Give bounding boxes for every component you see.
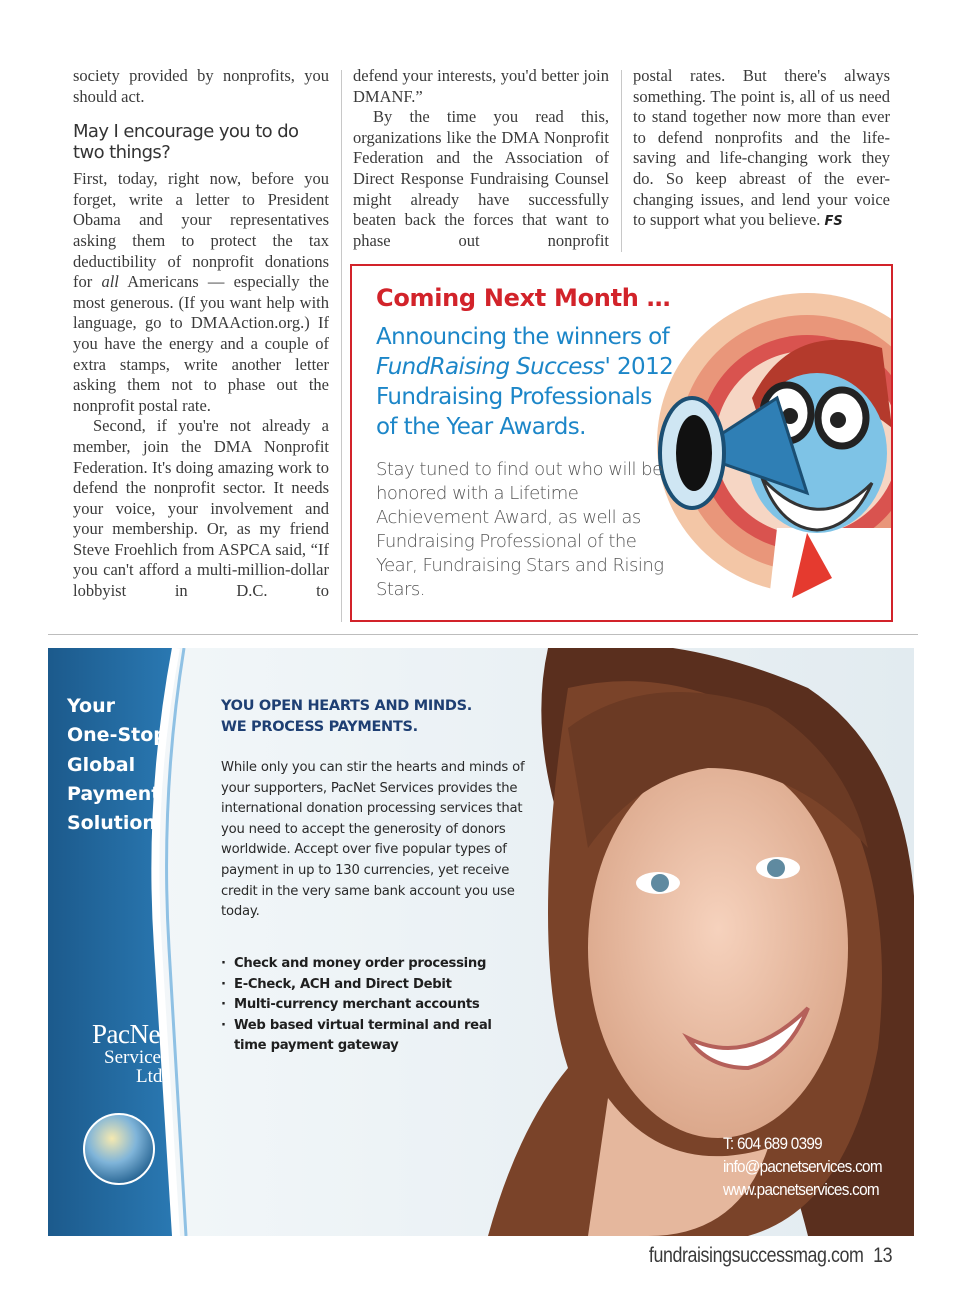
ad-headline <box>221 696 472 738</box>
tagline-line: Payment <box>67 782 161 805</box>
article-paragraph: By the time you read this, organizations like the DMA Nonprofit Federation and the Association of Direct Response Fundraising Counsel might already have successfully beaten back the forces that want to phase out nonprofit <box>353 107 609 250</box>
phone-number: T: 604 689 0399 <box>723 1134 822 1153</box>
page-footer <box>649 1244 892 1268</box>
article-column-2 <box>353 66 609 251</box>
page-number: 13 <box>872 1244 892 1267</box>
column-divider <box>621 70 622 252</box>
footer-site[interactable]: fundraisingsuccessmag.com <box>648 1244 864 1267</box>
emphasis-text: all <box>101 272 119 292</box>
pacnet-advertisement <box>48 648 914 1236</box>
article-paragraph: First, today, right now, before you forget, write a letter to President Obama and your representatives asking them to protect the tax deductibility of nonprofit donations for all Americans — especially the most generous. (If you want help with language, go to DMAAction.org.) If you have the energy and a couple of extra stamps, write another letter asking them not to phase out the nonprofit postal rate. <box>73 169 329 415</box>
article-column-1 <box>73 66 329 602</box>
globe-icon <box>84 1114 154 1184</box>
promo-title: Coming Next Month … <box>376 284 671 312</box>
ad-tagline <box>67 692 167 838</box>
article-paragraph: postal rates. But there's always something. The point is, all of us need to stand together now more than ever to defend nonprofits and the life-saving and life-changing work they do. So keep abreast of the ever-changing issues, and lend your voice to support what you believe. FS <box>633 66 890 230</box>
tagline-line: Your <box>67 695 115 717</box>
tagline-line: One-Stop <box>67 724 167 747</box>
article-column-3 <box>633 66 890 233</box>
list-item: · Web based virtual terminal and real time payment gateway <box>221 1017 492 1054</box>
list-item: · Check and money order processing <box>221 956 487 971</box>
email-address[interactable]: info@pacnetservices.com <box>723 1157 882 1176</box>
ad-contact-info <box>723 1132 882 1201</box>
column-divider <box>341 70 342 622</box>
promo-announcement: Announcing the winners of FundRaising Success' 2012 Fundraising Professionals of the Year Awards. <box>376 324 674 440</box>
tagline-line: Solution <box>67 812 156 835</box>
ad-headline-line: WE PROCESS PAYMENTS. <box>221 719 418 735</box>
page-divider <box>48 634 918 635</box>
coming-next-month-promo <box>350 264 893 622</box>
article-subheading: May I encourage you to do two things? <box>73 121 299 164</box>
article-paragraph: Second, if you're not already a member, join the DMA Nonprofit Federation. It's doing amazing work to defend the nonprofit sector. It needs your voice, your involvement and your membership. Or, as my friend Steve Froehlich from ASPCA said, “If you can't afford a multi-million-dollar lobbyist in D.C. to <box>73 416 329 601</box>
ad-headline-line: YOU OPEN HEARTS AND MINDS. <box>221 698 472 714</box>
pacnet-logo: PacNet Services Ltd. <box>92 1019 169 1087</box>
article-paragraph: society provided by nonprofits, you should act. <box>73 66 329 106</box>
publication-name: FundRaising Success' <box>376 354 611 380</box>
tagline-line: Global <box>67 753 136 776</box>
sign-off-mark: FS <box>824 214 843 230</box>
website-link[interactable]: www.pacnetservices.com <box>723 1180 879 1199</box>
ad-feature-list <box>221 954 511 1057</box>
list-item: · E-Check, ACH and Direct Debit <box>221 976 452 992</box>
article-paragraph: defend your interests, you'd better join DMANF.” <box>353 66 609 106</box>
ad-body-text: While only you can stir the hearts and minds of your supporters, PacNet Services provides the international donation processing services that you need to accept the generosity of donors worldwide. Accept over five popular types of payment in up to 130 currencies, yet receive credit in the very same bank account you use today. <box>221 760 525 920</box>
promo-body: Stay tuned to find out who will be honored with a Lifetime Achievement Award, as well as Fundraising Professional of the Year, Fundraising Stars and Rising Stars. <box>376 459 664 600</box>
list-item: · Multi-currency merchant accounts <box>221 997 480 1013</box>
